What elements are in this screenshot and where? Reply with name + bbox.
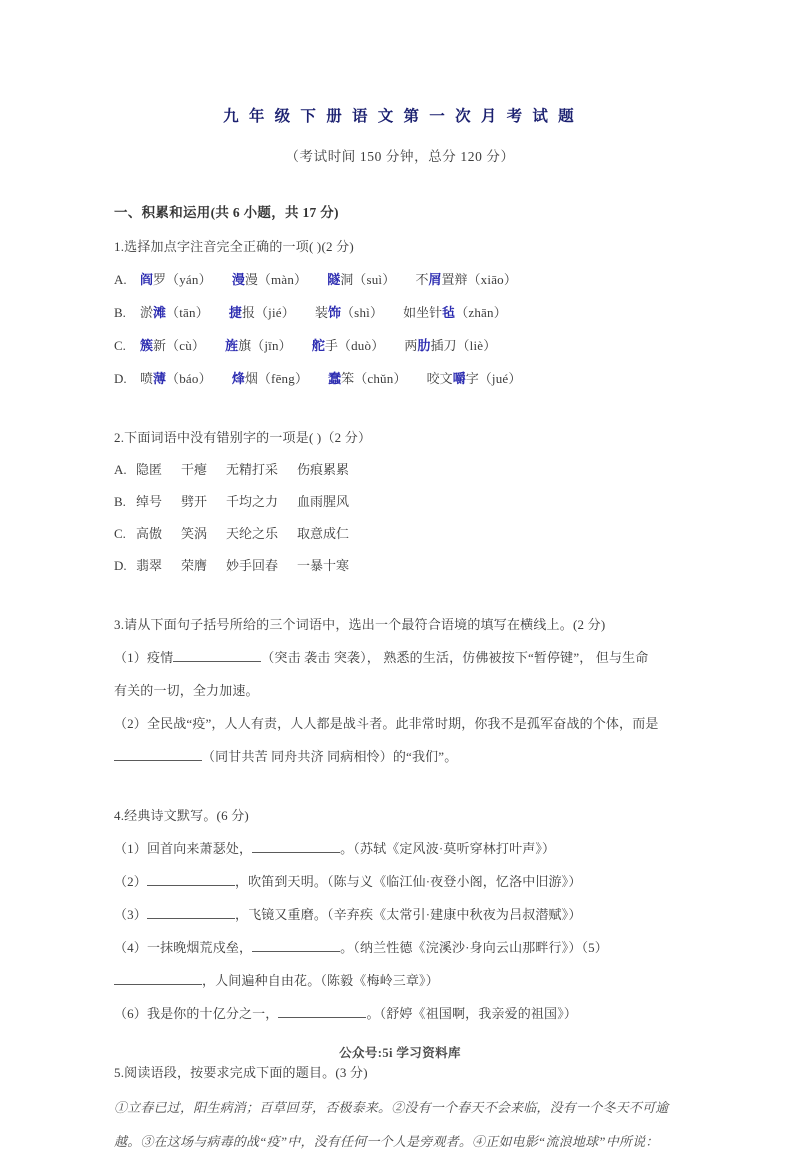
text-before-blank: （3） — [114, 907, 147, 922]
word: 血雨腥风 — [297, 494, 350, 509]
dotted-char: 蠢 — [328, 371, 342, 386]
question-1-option-c[interactable] — [114, 321, 686, 354]
text-before-blank: （2） — [114, 874, 147, 889]
word: 无精打采 — [226, 462, 279, 477]
text-after-blank: （同甘共苦 同舟共济 同病相怜）的“我们”。 — [202, 749, 458, 764]
answer-blank[interactable] — [114, 760, 202, 761]
word: 荣膺 — [181, 558, 208, 573]
word-suffix: 插刀 — [430, 338, 457, 353]
text-after-blank: ，人间遍种自由花。（陈毅《梅岭三章》） — [202, 973, 439, 988]
dotted-char: 簇 — [140, 338, 154, 353]
pinyin: （xiāo） — [467, 272, 518, 287]
word-group — [312, 335, 385, 354]
word: 翡翠 — [136, 558, 163, 573]
dotted-char: 舵 — [311, 338, 325, 353]
word-suffix: 洞 — [340, 272, 354, 287]
question-5-stem: 5.阅读语段，按要求完成下面的题目。(3 分) — [114, 1065, 368, 1080]
dotted-char: 漫 — [231, 272, 245, 287]
question-1-stem: 1.选择加点字注音完全正确的一项( )(2 分) — [114, 239, 354, 254]
text-before-blank: （4）一抹晚烟荒戍垒， — [114, 940, 253, 955]
word-prefix: 不 — [415, 272, 429, 287]
question-4-item-6 — [114, 989, 686, 1022]
word-suffix: 烟 — [244, 371, 258, 386]
pinyin: （cù） — [166, 338, 206, 353]
word-group — [140, 269, 212, 288]
question-2-option-c[interactable] — [114, 510, 686, 542]
word-group — [140, 368, 212, 387]
word-suffix: 置辩 — [441, 272, 468, 287]
question-5-passage-line-2: 越。③在这场与病毒的战“疫”中，没有任何一个人是旁观者。④正如电影“流浪地球”中所说： — [114, 1134, 659, 1149]
pinyin: （yán） — [166, 272, 212, 287]
text-before-blank: （1）疫情 — [114, 650, 174, 665]
word-group — [232, 269, 307, 288]
question-2-option-a[interactable] — [114, 446, 686, 478]
text-after-blank: 。（舒婷《祖国啊，我亲爱的祖国》） — [366, 1006, 578, 1021]
dotted-char: 毡 — [442, 305, 456, 320]
word-group — [404, 335, 496, 354]
dotted-char: 隧 — [327, 272, 341, 287]
question-3-item-2-line-1: （2）全民战“疫”，人人有责，人人都是战斗者。此非常时期，你我不是孤军奋战的个体，而是 — [114, 716, 659, 731]
dotted-char: 滩 — [153, 305, 167, 320]
option-label: A. — [114, 272, 127, 287]
question-4-item-2 — [114, 857, 686, 890]
dotted-char: 饰 — [327, 305, 341, 320]
question-4-item-4 — [114, 923, 686, 956]
dotted-char: 屑 — [428, 272, 442, 287]
dotted-char: 旌 — [225, 338, 239, 353]
question-1-option-b[interactable] — [114, 288, 686, 321]
pinyin: （liè） — [456, 338, 497, 353]
dotted-char: 捷 — [228, 305, 242, 320]
answer-blank[interactable] — [278, 1017, 366, 1018]
word: 绰号 — [136, 494, 163, 509]
pinyin: （suì） — [353, 272, 396, 287]
word-prefix: 如坐针 — [403, 305, 443, 320]
word-suffix: 旗 — [238, 338, 252, 353]
word: 天纶之乐 — [226, 526, 279, 541]
word: 劈开 — [181, 494, 208, 509]
pinyin: （jué） — [478, 371, 522, 386]
pinyin: （zhān） — [455, 305, 507, 320]
option-label: B. — [114, 494, 126, 509]
word: 干瘪 — [181, 462, 208, 477]
word-group — [328, 368, 407, 387]
question-3-item-1-line-1 — [114, 633, 686, 666]
text-after-blank: ，吹笛到天明。（陈与义《临江仙·夜登小阁，忆洛中旧游》） — [234, 874, 582, 889]
text-after-blank: ，飞镜又重磨。（辛弃疾《太常引·建康中秋夜为吕叔潜赋》） — [234, 907, 582, 922]
word: 隐匿 — [136, 462, 163, 477]
word-prefix: 装 — [314, 305, 328, 320]
question-4-stem: 4.经典诗文默写。(6 分) — [114, 808, 249, 823]
answer-blank[interactable] — [147, 885, 235, 886]
word-suffix: 漫 — [244, 272, 258, 287]
option-label: D. — [114, 558, 127, 573]
dotted-char: 薄 — [153, 371, 167, 386]
word: 高傲 — [136, 526, 163, 541]
word-prefix: 喷 — [140, 371, 154, 386]
question-1-options — [114, 255, 686, 387]
option-label: C. — [114, 526, 126, 541]
answer-blank[interactable] — [173, 661, 261, 662]
pinyin: （fēng） — [257, 371, 309, 386]
question-4-item-5 — [114, 956, 686, 989]
word-group — [232, 368, 308, 387]
word-prefix: 淤 — [140, 305, 154, 320]
answer-blank[interactable] — [252, 852, 340, 853]
answer-blank[interactable] — [252, 951, 340, 952]
dotted-char: 阎 — [140, 272, 154, 287]
question-3-item-2-line-2 — [114, 732, 686, 765]
question-2-stem: 2.下面词语中没有错别字的一项是( )（2 分） — [114, 430, 372, 445]
answer-blank[interactable] — [147, 918, 235, 919]
word-suffix: 笨 — [341, 371, 355, 386]
option-label: D. — [114, 371, 127, 386]
text-after-blank: （突击 袭击 突袭）， 熟悉的生活，仿佛被按下“暂停键”， 但与生命 — [261, 650, 649, 665]
answer-blank[interactable] — [114, 984, 202, 985]
word: 一暴十寒 — [297, 558, 350, 573]
question-1-option-a[interactable] — [114, 255, 686, 288]
question-3-item-1-line-2: 有关的一切，全力加速。 — [114, 683, 259, 698]
pinyin: （báo） — [166, 371, 212, 386]
option-label: B. — [114, 305, 126, 320]
question-4-item-3 — [114, 890, 686, 923]
exam-info-subtitle: （考试时间 150 分钟，总分 120 分） — [285, 149, 515, 164]
word: 笑涡 — [181, 526, 208, 541]
word: 妙手回春 — [226, 558, 279, 573]
pinyin: （duò） — [337, 338, 385, 353]
pinyin: （chǔn） — [354, 371, 407, 386]
word-suffix: 手 — [324, 338, 338, 353]
word-suffix: 报 — [241, 305, 255, 320]
question-4-item-1 — [114, 824, 686, 857]
text-after-blank: 。（苏轼《定风波·莫听穿林打叶声》） — [340, 841, 556, 856]
dotted-char: 肋 — [417, 338, 431, 353]
section-heading-part-one: 一、积累和运用(共 6 小题，共 17 分) — [114, 205, 339, 220]
dotted-char: 烽 — [231, 371, 245, 386]
option-label: A. — [114, 462, 127, 477]
text-after-blank: 。（纳兰性德《浣溪沙·身向云山那畔行》）（5） — [340, 940, 608, 955]
word-group — [415, 269, 517, 288]
word-group — [315, 302, 383, 321]
word-suffix: 新 — [153, 338, 167, 353]
word: 伤痕累累 — [297, 462, 350, 477]
word-group — [140, 302, 209, 321]
text-before-blank: （6）我是你的十亿分之一， — [114, 1006, 279, 1021]
word-group — [427, 368, 522, 387]
pinyin: （màn） — [257, 272, 308, 287]
question-2-options — [114, 446, 686, 574]
word-group — [403, 302, 507, 321]
pinyin: （jīn） — [251, 338, 292, 353]
page-footer-watermark: 公众号:5i 学习资料库 — [339, 1046, 461, 1060]
word-group — [327, 269, 395, 288]
question-1-option-d[interactable] — [114, 354, 686, 387]
word-group — [140, 335, 205, 354]
pinyin: （jié） — [254, 305, 295, 320]
word: 千均之力 — [226, 494, 279, 509]
word-group — [225, 335, 292, 354]
dotted-char: 嚼 — [452, 371, 466, 386]
question-3-stem: 3.请从下面句子括号所给的三个词语中，选出一个最符合语境的填写在横线上。(2 分) — [114, 617, 606, 632]
pinyin: （shì） — [340, 305, 384, 320]
word-group — [229, 302, 295, 321]
word-prefix: 咬文 — [426, 371, 453, 386]
option-label: C. — [114, 338, 126, 353]
word-suffix: 字 — [465, 371, 479, 386]
question-2-option-d[interactable] — [114, 542, 686, 574]
question-2-option-b[interactable] — [114, 478, 686, 510]
text-before-blank: （1）回首向来萧瑟处， — [114, 841, 253, 856]
question-5-passage-line-1: ①立春已过，阳生病消；百草回芽，否极泰来。②没有一个春天不会来临，没有一个冬天不可逾 — [114, 1100, 669, 1115]
word-suffix: 罗 — [153, 272, 167, 287]
word-prefix: 两 — [404, 338, 418, 353]
pinyin: （tān） — [166, 305, 209, 320]
word: 取意成仁 — [297, 526, 350, 541]
page-title: 九 年 级 下 册 语 文 第 一 次 月 考 试 题 — [223, 108, 577, 125]
